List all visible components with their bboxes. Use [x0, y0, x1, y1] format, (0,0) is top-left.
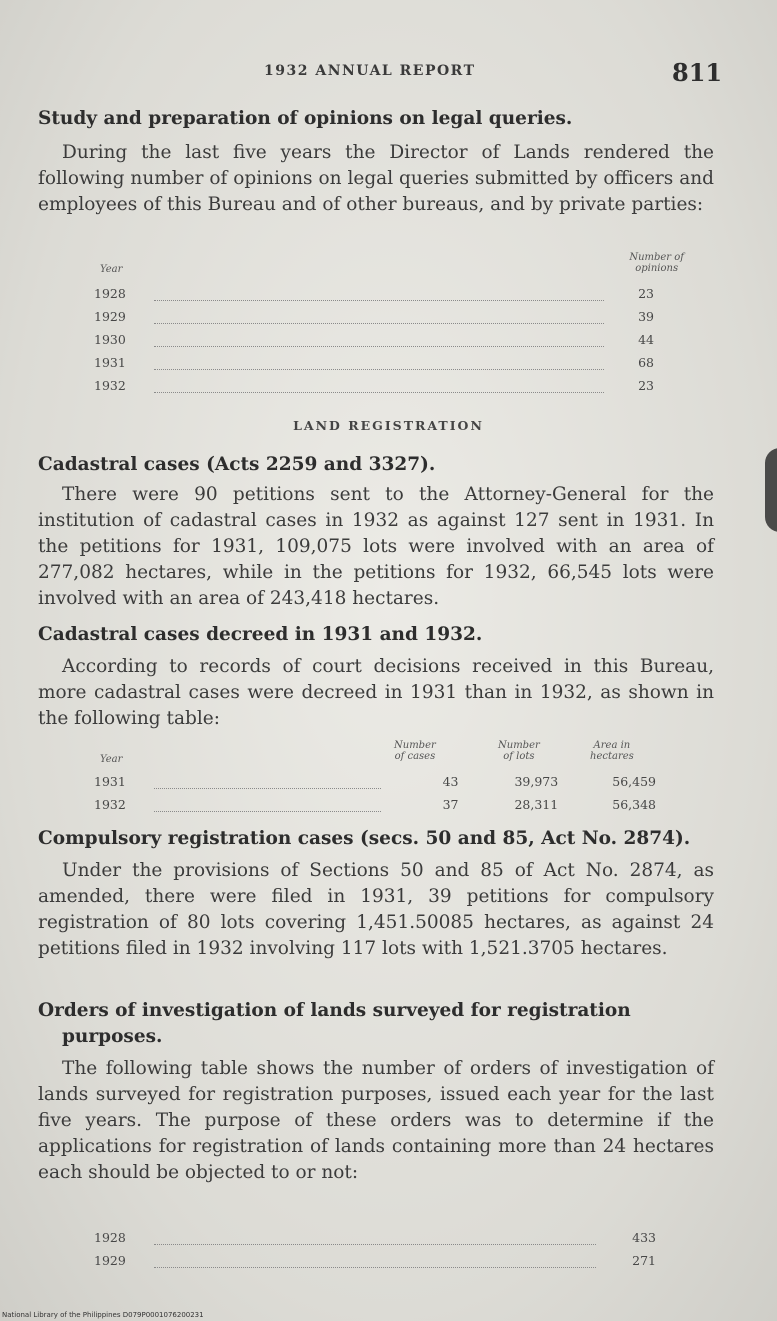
table-row: 1929 39: [94, 301, 654, 324]
decreed-table: [94, 736, 674, 812]
table-row: 1931 43 39,973 56,459: [94, 766, 656, 789]
table-row: 1932 23: [94, 370, 654, 393]
table-row: 1928 23: [94, 278, 654, 301]
column-header-lots: Number of lots: [498, 740, 540, 762]
paragraph-cadastral: There were 90 petitions sent to the Attorney-General for the institution of cadastral cases in 1932 as against 127 sent in 1931. In the petitions for 1931, 109,075 lots were involved with an area of 277,082 hectares, while in the petitions for 1932, 66,545 lots were involved with an area of 243,418 hectares.: [38, 484, 714, 609]
section-heading-cadastral: Cadastral cases (Acts 2259 and 3327).: [38, 454, 436, 475]
section-heading-decreed: Cadastral cases decreed in 1931 and 1932.: [38, 624, 483, 645]
thumb-shadow: [765, 448, 777, 532]
table-row: 1932 37 28,311 56,348: [94, 789, 656, 812]
column-header-area: Area in hectares: [590, 740, 634, 762]
paragraph-compulsory: Under the provisions of Sections 50 and 85 of Act No. 2874, as amended, there were filed in 1931, 39 petitions for compulsory registration of 80 lots covering 1,451.50085 hectares, as against 24 petitions filed in 1932 involving 117 lots with 1,521.3705 hectares.: [38, 860, 714, 959]
paragraph-opinions: During the last five years the Director of Lands rendered the following number of opinions on legal queries submitted by officers and employees of this Bureau and of other bureaus, and by private parties:: [38, 142, 714, 215]
column-header-opinions: Number of opinions: [629, 252, 684, 274]
table-row: 1929 271: [94, 1245, 656, 1268]
section-heading-investigation: Orders of investigation of lands surveyed for registration purposes.: [38, 1000, 631, 1047]
section-heading-compulsory: Compulsory registration cases (secs. 50 and 85, Act No. 2874).: [38, 828, 691, 849]
source-footer: National Library of the Philippines D079P0001076200231: [2, 1311, 204, 1319]
running-title: 1932 ANNUAL REPORT: [264, 63, 476, 79]
paragraph-decreed: According to records of court decisions received in this Bureau, more cadastral cases were decreed in 1931 than in 1932, as shown in the following table:: [38, 656, 714, 729]
table-row: 1928 433: [94, 1222, 656, 1245]
paragraph-investigation: The following table shows the number of orders of investigation of lands surveyed for registration purposes, issued each year for the last five years. The purpose of these orders was to determine if the applications for registration of lands containing more than 24 hectares each should be objected to or not:: [38, 1058, 714, 1183]
table-row: 1930 44: [94, 324, 654, 347]
section-heading-opinions: Study and preparation of opinions on legal queries.: [38, 108, 573, 129]
section-title: LAND REGISTRATION: [293, 418, 484, 433]
investigation-table: [94, 1222, 664, 1268]
column-header-cases: Number of cases: [394, 740, 436, 762]
opinions-table: [94, 248, 690, 393]
page-number: 811: [672, 58, 723, 87]
column-header-year: Year: [100, 754, 123, 765]
table-row: 1931 68: [94, 347, 654, 370]
column-header-year: Year: [100, 264, 123, 275]
